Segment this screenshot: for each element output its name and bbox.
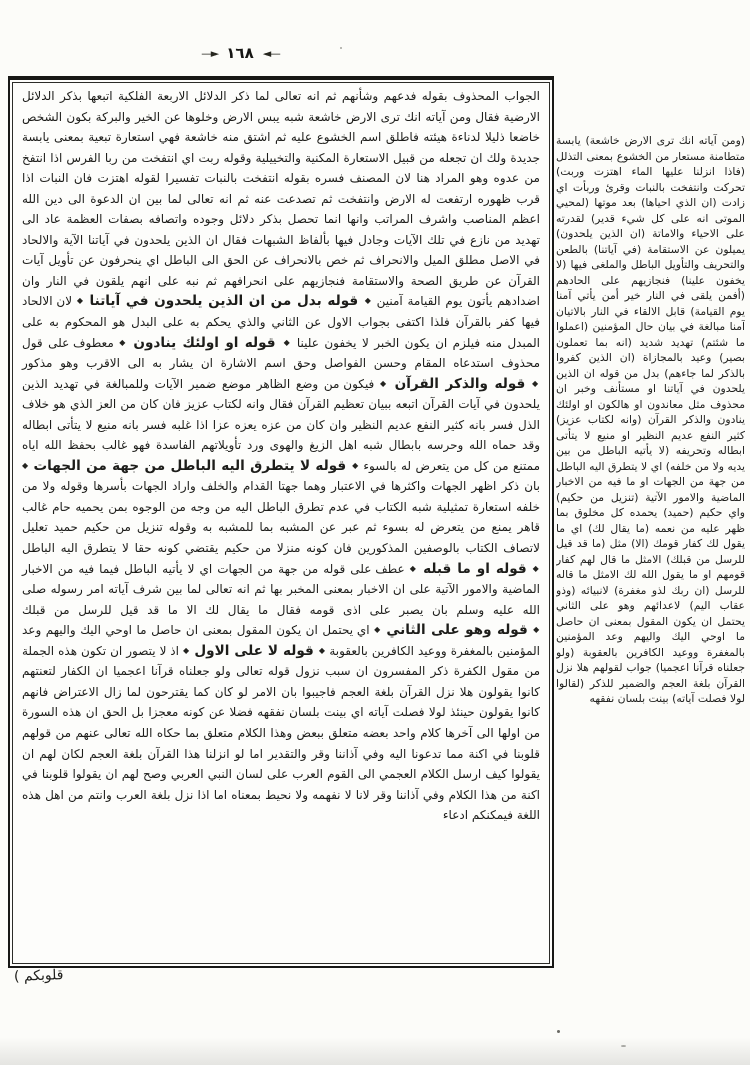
quran-lemma: (ما قد قيل للرسل من قبلك) bbox=[556, 537, 745, 566]
lemma-marker: ◆ قوله وهو على الثاني ◆ bbox=[374, 622, 541, 639]
quran-lemma: (أفمن يلقى في النار خير أمن يأتي آمنا يوم القيامة) bbox=[556, 289, 745, 318]
lemma-marker: ◆ قوله والذكر القرآن ◆ bbox=[380, 375, 540, 392]
commentary-text: الجواب المحذوف بقوله فدعهم وشأنهم ثم انه تعالى لما ذكر الدلائل الاربعة الفلكية اتبعها بذكر الدلائل الارضية فقال ومن آياته انك ترى الارض خاشعة شبه يبس الارض وخلوها عن الخير والبركة بكون الشخص خاضعا ذليلا لدناءة هيئته فاطلق اسم الخشوع عليه ثم اشتق منه خاشعة فهي استعارة تبعية بمعنى يابسة جديدة ولك ان تجعله من قبيل الاستعارة المكنية والتخييلية وقوله ربت اي انتفخت من ربا الفرس اذا انتفخ من عدوه وهو المراد هنا لان المصنف فسره بقوله انتفخت بالنبات تفسيرا لقوله اهتزت فان النبات اذا قرب ظهوره ارتفعت له الارض وانتفخت ثم تصدعت عنه ثم انه تعالى لما بين ان الدعوة الى دين الله اعظم المناصب واشرف المراتب وانها انما تحصل بذكر دلائل وجوده واتصافه بصفات العظمة عاد الى تهديد من نازع في تلك الآيات وجادل فيها بألفاظ الشبهات فقال ان الذين يلحدون في آياتنا الآية والالحاد في الاصل مطلق الميل والانحراف ثم خص بالانحراف عن الحق الى الباطل اي ينحرفون عن تأويل آيات القرآن عن طريق الصحة والاستقامة فنجازيهم على انحرافهم ثم نبه على انهم يلقون في النار وان اضدادهم يأتون يوم القيامة آمنين ◆ قوله بدل من ان الذين يلحدون في آياتنا ◆ لان الالحاد فيها كفر بالقرآن فلذا اكتفى بجواب الاول عن الثاني والذي يحكم به على البدل هو المحكوم به على المبدل منه فيلزم ان يكون الخبر لا يخفون علينا ◆ قوله او اولئك ينادون ◆ معطوف على قول محذوف استدعاه المقام وحسن الفواصل وحق اسم الاشارة ان يشار به الى الاقرب وهو مذكور ◆ قوله والذكر القرآن ◆ فيكون من وضع الظاهر موضع ضمير الآيات وللمبالغة في تهديد الذين يلحدون في آيات القرآن اتبعه ببيان تعظيم القرآن فقال وانه لكتاب عزيز فان كان من العز الذي هو خلاف الذل فسر بانه كثير النفع عديم النظير وان كان من عزه يعزه عزا اذا غلبه فسر بانه منيع لا يتأتى ابطاله وقد حماه الله وحرسه بابطال شبه اهل الزيغ والهوى ورد تأويلاتهم الفاسدة فهو غالب بحفظ الله اياه ممتنع من كل من يتعرض له بالسوء ◆ قوله لا يتطرق اليه الباطل من جهة من الجهات ◆ بان ذكر اظهر الجهات واكثرها في الاعتبار وهما جهتا القدام والخلف واراد الجهات بأسرها وقوله ولا من خلفه استعارة تمثيلية شبه الكتاب في عدم تطرق الباطل اليه من وجه من الوجوه بمن يحميه حام غالب قاهر يمنع من يتعرض له بسوء ثم عبر عن المشبه بما للمشبه به وقوله تنزيل من حكيم حميد تعليل لاتصاف الكتاب بالوصفين المذكورين فان كونه منزلا من حكيم يقتضي كونه حقا لا يتطرق اليه الباطل ◆ قوله او ما قبله ◆ عطف على قوله من جهة من الجهات اي لا يأتيه الباطل فيما فيه من الاخبار الماضية والامور الآتية على ان الاخبار بمعنى المخبر بها ثم انه تعالى لما بين شرف آياته امر رسوله صلى الله عليه وسلم بان يصبر على اذى قومه فقال ما يقال لك الا ما قد قيل للرسل من قبلك ◆ قوله وهو على الثاني ◆ اي يحتمل ان يكون المقول بمعنى ان حاصل ما اوحي اليك واليهم وعد المؤمنين بالمغفرة ووعيد الكافرين بالعقوبة ◆ قوله لا على الاول ◆ اذ لا يتصور ان تكون هذه الجملة من مقول الكفرة ذكر المفسرون ان سبب نزول قوله تعالى ولو جعلناه قرآنا اعجميا ان الكفار لتعنتهم كانوا يقولون هلا نزل القرآن بلغة العجم فاجيبوا بان الامر لو كان كما يقترحون لما زال الاعتراض فانهم كانوا يقولون حينئذ لولا فصلت آياته اي بينت بلسان نفقهه فضلا عن كونه معجزا بل الحق ان هذه السورة من اولها الى آخرها كلام واحد بعضه متعلق ببعض وهذا الكلام متعلق بما حكاه الله تعالى عنهم من قولهم قلوبنا في اكنة مما تدعونا اليه وفي آذاننا وقر والتقدير اما لو انزلنا هذا القرآن بلغة العجم لكان لهم ان يقولوا كيف ارسل الكلام العجمي الى القوم العرب على لسان النبي العربي وصح لهم ان يقولوا قلوبنا في اكنة من هذا الكلام وفي آذاننا وقر لانا لا نفهمه ولا نحيط بمعناه اما اذا نزل بلغة العرب وانتم من اهل هذه اللغة فيمكنكم ادعاء bbox=[22, 89, 541, 823]
margin-matn-column: (ومن آياته انك ترى الارض خاشعة) يابسة متطامنة مستعار من الخشوع بمعنى التذلل (فاذا انزلنا عليها الماء اهتزت وربت) تحركت وانتفخت بالنبات وقرئ وربأت اي زادت (ان الذي احياها) بعد موتها (لمحيي الموتى انه على كل شيء قدير) لقدرته على الاحياء والاماتة (ان الذين يلحدون) يميلون عن الاستقامة (في آياتنا) بالطعن والتحريف والتأويل الباطل والملغى فيها (لا يخفون علينا) فنجازيهم على الحادهم (أفمن يلقى في النار خير أمن يأتي آمنا يوم القيامة) قابل الالقاء في النار بالاتيان آمنا مبالغة في بيان حال المؤمنين (اعملوا ما شئتم) تهديد شديد (انه بما تعملون بصير) وعيد بالمجازاة (ان الذين كفروا بالذكر لما جاءهم) بدل من قوله ان الذين يلحدون في آياتنا او مستأنف وخبر ان محذوف مثل معاندون او هالكون او اولئك ينادون والذكر القرآن (وانه لكتاب عزيز) كثير النفع عديم النظير او منيع لا يتأتى ابطاله وتحريفه (لا يأتيه الباطل من بين يديه ولا من خلفه) اي لا يتطرق اليه الباطل من جهة من الجهات او ما فيه من الاخبار الماضية والامور الآتية (تنزيل من حكيم) واي حكيم (حميد) يحمده كل مخلوق بما ظهر عليه من نعمه (ما يقال لك) اي ما يقول لك كفار قومك (الا) مثل (ما قد قيل للرسل من قبلك) الامثل ما قال لهم كفار قومهم او ما يقول الله لك الامثل ما قاله للرسل (ان ربك لذو مغفرة) لانبيائه (وذو عقاب اليم) لاعدائهم وهو على الثاني يحتمل ان يكون المقول بمعنى ان حاصل ما اوحي اليك واليهم وعد المؤمنين بالمغفرة ووعيد الكافرين بالعقوبة (ولو جعلناه قرآنا اعجميا) جواب لقولهم هلا نزل القرآن بلغة العجم والضمير للذكر (لقالوا لولا فصلت آياته) بينت بلسان نفقهه bbox=[556, 134, 745, 705]
header-fleuron-left-icon: ―► bbox=[201, 46, 218, 60]
commentary-frame bbox=[8, 76, 554, 968]
quran-lemma: (وانه لكتاب عزيز) bbox=[556, 413, 642, 426]
lemma-ornament-icon: ◆ bbox=[374, 625, 381, 635]
scan-bottom-shadow bbox=[0, 1037, 750, 1065]
quran-lemma: (لا يخفون علينا) bbox=[556, 258, 745, 287]
commentary-frame-inner-rule bbox=[12, 82, 550, 964]
quran-lemma: (وذو عقاب اليم) bbox=[556, 583, 745, 612]
scan-speck bbox=[340, 47, 342, 49]
page-header bbox=[118, 44, 362, 62]
quran-lemma: (لمحيي الموتى انه على كل شيء قدير) bbox=[556, 196, 745, 225]
lemma-ornament-icon: ◆ bbox=[351, 460, 359, 470]
header-fleuron-right-icon: ◄― bbox=[262, 46, 279, 60]
lemma-ornament-icon: ◆ bbox=[318, 645, 326, 655]
lemma-ornament-icon: ◆ bbox=[119, 337, 128, 347]
lemma-ornament-icon: ◆ bbox=[281, 337, 292, 347]
quran-lemma: (فاذا انزلنا عليها الماء اهتزت وربت) bbox=[556, 165, 745, 178]
quran-lemma: (ولو جعلناه قرآنا اعجميا) bbox=[556, 645, 745, 674]
quran-lemma: (انه بما تعملون بصير) bbox=[556, 335, 745, 364]
quran-lemma: (ومن آياته انك ترى الارض خاشعة) bbox=[585, 134, 745, 147]
quran-lemma: (لا يأتيه الباطل من بين يديه ولا من خلفه) bbox=[556, 444, 745, 473]
quran-lemma: (ان الذين كفروا بالذكر لما جاءهم) bbox=[556, 351, 745, 380]
quran-lemma: (تنزيل من حكيم) bbox=[556, 490, 639, 504]
quran-lemma: (ان ربك لذو مغفرة) bbox=[614, 583, 710, 597]
lemma-marker: ◆ قوله لا على الاول ◆ bbox=[183, 642, 326, 659]
quran-lemma: (ما يقال لك) bbox=[588, 521, 650, 535]
quran-lemma: (لقالوا لولا فصلت آياته) bbox=[556, 676, 745, 705]
page-number: ١٦٨ bbox=[226, 44, 254, 62]
quran-lemma: (الا) bbox=[631, 537, 649, 550]
lemma-ornament-icon: ◆ bbox=[533, 625, 541, 635]
lemma-ornament-icon: ◆ bbox=[532, 563, 540, 573]
lemma-ornament-icon: ◆ bbox=[183, 645, 190, 655]
scan-speck bbox=[621, 1045, 626, 1047]
lemma-marker: ◆ قوله او اولئك ينادون ◆ bbox=[119, 334, 292, 351]
quran-lemma: (حميد) bbox=[663, 506, 694, 519]
quran-lemma: (ان الذي احياها) bbox=[641, 196, 717, 209]
quran-lemma: (في آياتنا) bbox=[593, 242, 642, 256]
lemma-marker: ◆ قوله او ما قبله ◆ bbox=[409, 560, 540, 577]
lemma-marker: ◆ قوله بدل من ان الذين يلحدون في آياتنا ◆ bbox=[76, 293, 372, 310]
lemma-ornament-icon: ◆ bbox=[380, 378, 389, 388]
quran-lemma: (ان الذين يلحدون) bbox=[556, 227, 646, 240]
lemma-ornament-icon: ◆ bbox=[76, 296, 84, 306]
catchword: ( قلوبكم bbox=[13, 967, 64, 985]
lemma-ornament-icon: ◆ bbox=[22, 460, 29, 470]
lemma-marker: ◆ قوله لا يتطرق اليه الباطل من جهة من الجهات ◆ bbox=[22, 457, 359, 474]
quran-lemma: (اعملوا ما شئتم) bbox=[556, 320, 745, 349]
scan-speck bbox=[557, 1030, 560, 1033]
lemma-ornament-icon: ◆ bbox=[409, 563, 418, 573]
lemma-ornament-icon: ◆ bbox=[531, 378, 540, 388]
lemma-ornament-icon: ◆ bbox=[363, 296, 372, 306]
